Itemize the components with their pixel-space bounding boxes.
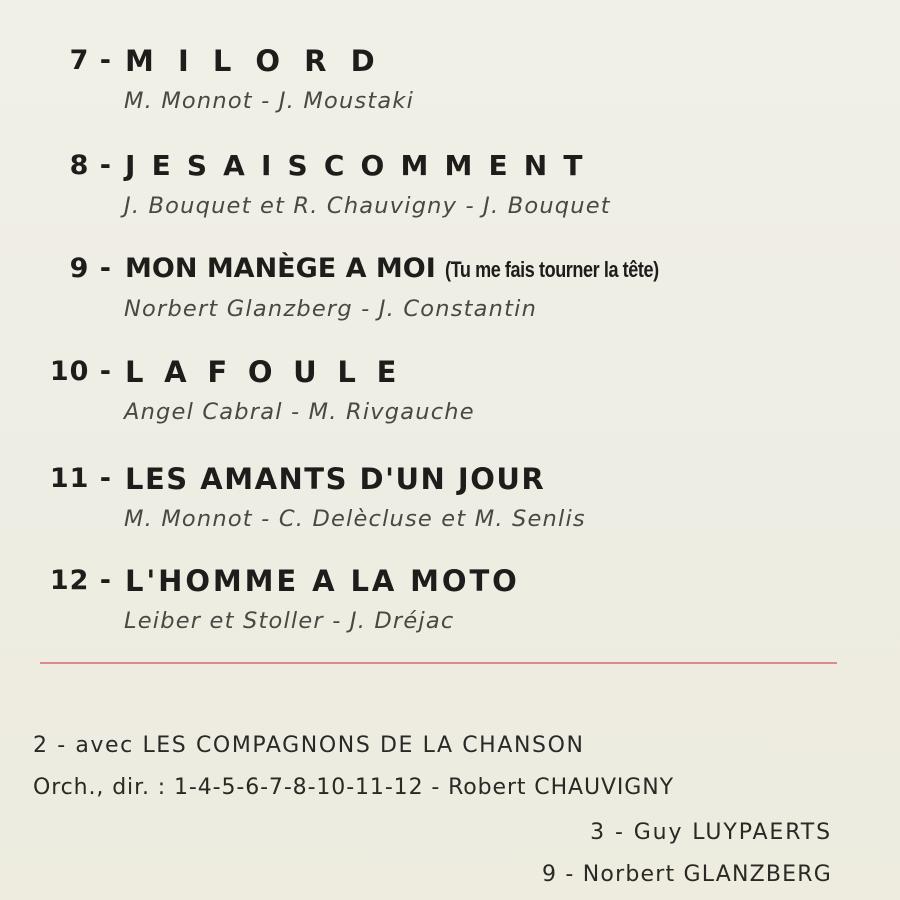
track-title: L A F O U L E (125, 355, 402, 389)
track-title: L'HOMME A LA MOTO (125, 564, 520, 598)
footer-line-orchestra: Orch., dir. : 1-4-5-6-7-8-10-11-12 - Robert CHAUVIGNY (33, 775, 674, 800)
divider-rule (40, 662, 837, 664)
track-title-main: MON MANÈGE A MOI (125, 253, 436, 284)
track-credits: M. Monnot - J. Moustaki (124, 88, 415, 114)
track-number: 8 - (69, 150, 112, 181)
track-title: J E S A I S C O M M E N T (125, 149, 586, 182)
track-number: 10 - (49, 356, 112, 387)
footer-line-companions: 2 - avec LES COMPAGNONS DE LA CHANSON (33, 733, 585, 758)
track-credits: Angel Cabral - M. Rivgauche (124, 399, 475, 425)
track-credits: J. Bouquet et R. Chauvigny - J. Bouquet (124, 193, 611, 219)
track-credits: Leiber et Stoller - J. Dréjac (124, 608, 455, 634)
track-12 (0, 520, 900, 634)
footer-line-glanzberg: 9 - Norbert GLANZBERG (542, 862, 832, 887)
track-subtitle: (Tu me fais tourner la tête) (445, 257, 659, 282)
footer-line-luypaerts: 3 - Guy LUYPAERTS (590, 820, 832, 845)
track-8 (0, 105, 900, 219)
track-title (125, 252, 706, 287)
track-number: 9 - (69, 253, 112, 284)
track-number: 7 - (69, 45, 112, 76)
track-credits: Norbert Glanzberg - J. Constantin (124, 296, 538, 322)
track-title: M I L O R D (125, 44, 382, 78)
track-9 (0, 208, 900, 322)
track-10 (0, 311, 900, 425)
track-number: 11 - (49, 463, 112, 494)
track-number: 12 - (49, 565, 112, 596)
track-title: LES AMANTS D'UN JOUR (125, 462, 546, 496)
track-11 (0, 418, 900, 532)
track-7 (0, 0, 900, 114)
track-credits: M. Monnot - C. Delècluse et M. Senlis (124, 506, 586, 532)
